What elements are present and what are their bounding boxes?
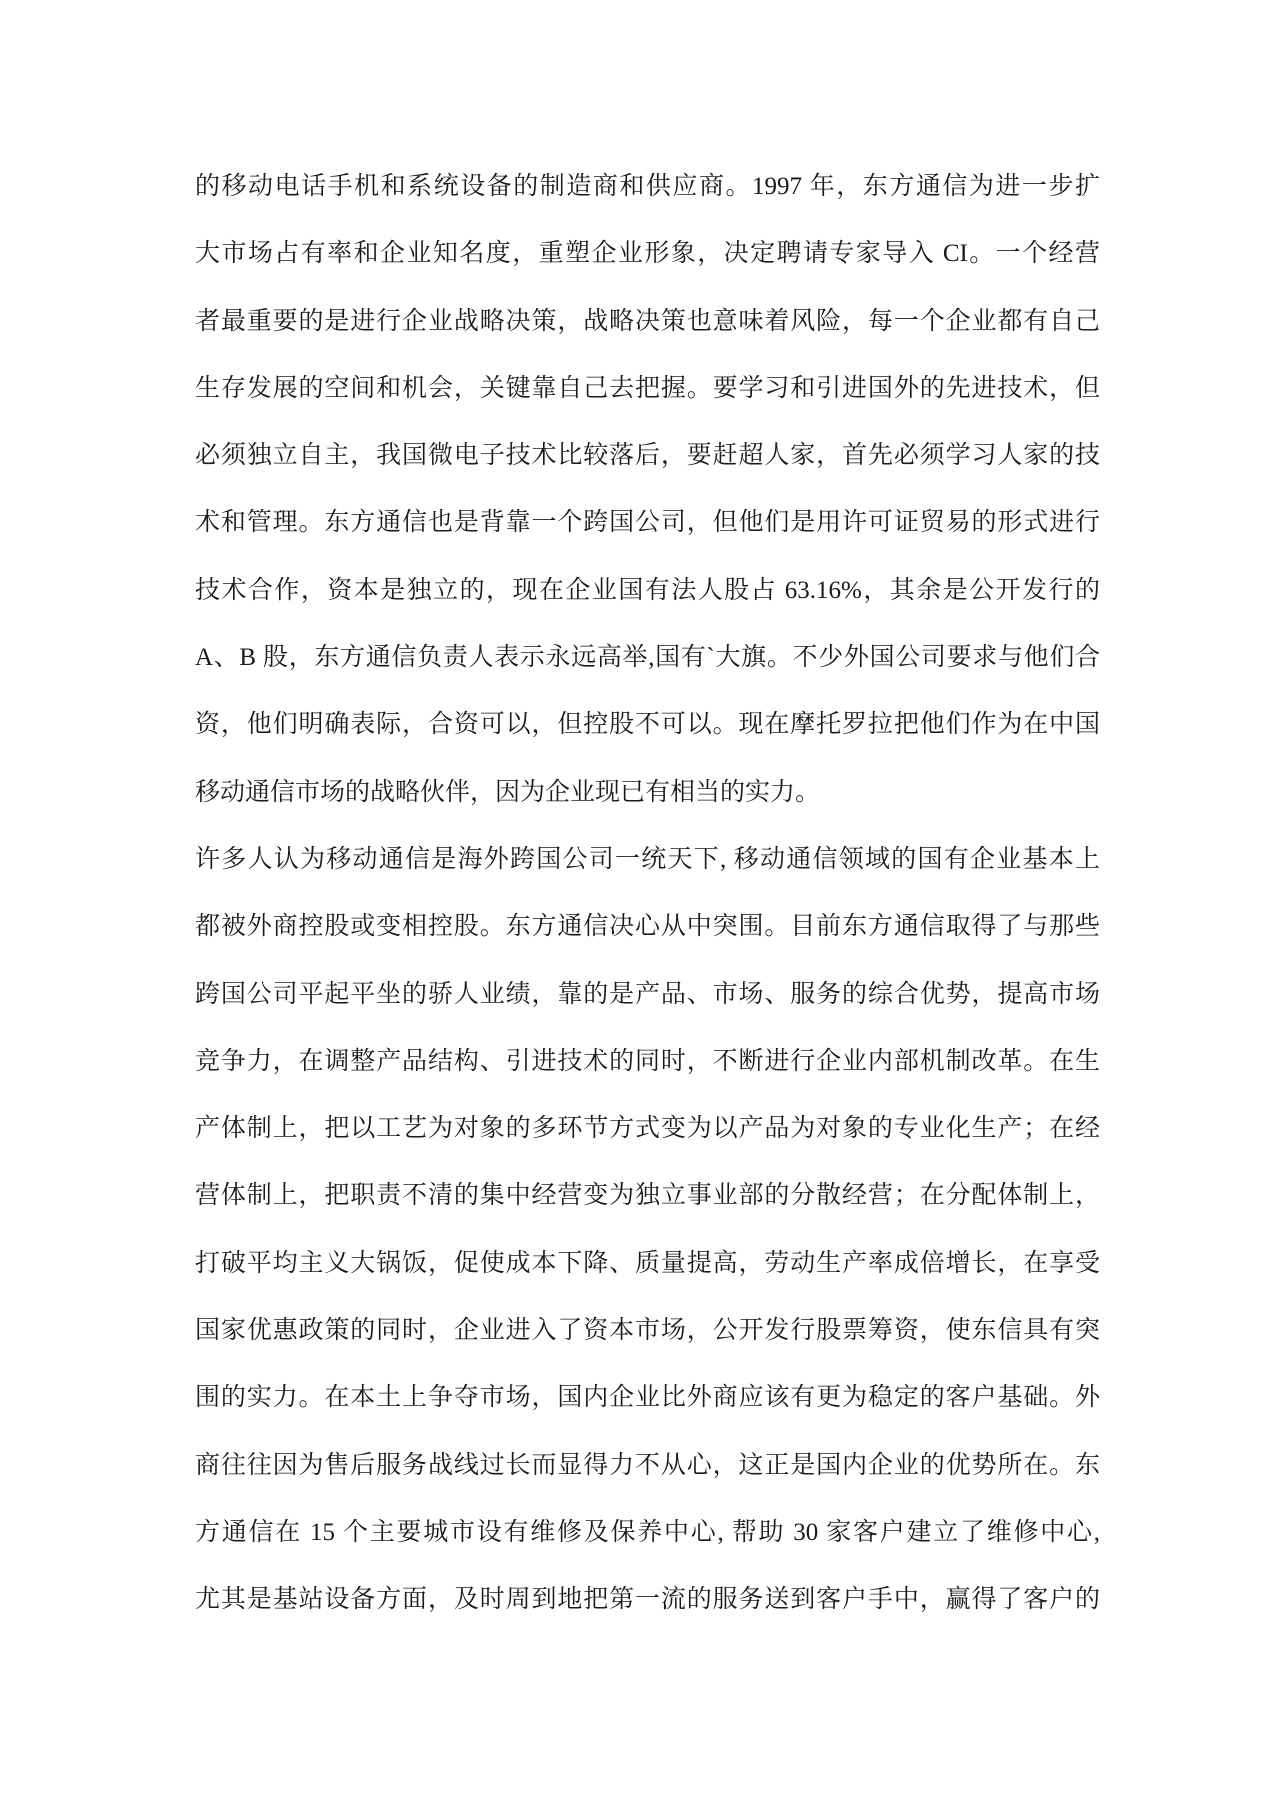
text-line: 都被外商控股或变相控股。东方通信决心从中突围。目前东方通信取得了与那些 [195, 913, 1100, 941]
text-line: 竞争力，在调整产品结构、引进技术的同时，不断进行企业内部机制改革。在生 [195, 1047, 1100, 1075]
text-line: 的移动电话手机和系统设备的制造商和供应商。1997 年，东方通信为进一步扩 [195, 173, 1100, 200]
text-line: 国家优惠政策的同时，企业进入了资本市场，公开发行股票筹资，使东信具有突 [195, 1317, 1100, 1345]
text-line: 大市场占有率和企业知名度，重塑企业形象，决定聘请专家导入 CI。一个经营 [195, 240, 1100, 268]
text-line: 生存发展的空间和机会，关键靠自己去把握。要学习和引进国外的先进技术，但 [195, 374, 1100, 402]
text-line: 商往往因为售后服务战线过长而显得力不从心，这正是国内企业的优势所在。东 [195, 1451, 1100, 1479]
text-line: 围的实力。在本土上争夺市场，国内企业比外商应该有更为稳定的客户基础。外 [195, 1384, 1100, 1412]
text-line: 必须独立自主，我国微电子技术比较落后，要赶超人家，首先必须学习人家的技 [195, 442, 1100, 470]
body-text [195, 153, 1100, 1634]
text-line: A、B 股，东方通信负责人表示永远高举,国有`大旗。不少外国公司要求与他们合 [195, 644, 1100, 672]
text-line: 跨国公司平起平坐的骄人业绩，靠的是产品、市场、服务的综合优势，提高市场 [195, 980, 1100, 1008]
text-line: 技术合作，资本是独立的，现在企业国有法人股占 63.16%，其余是公开发行的 [195, 576, 1100, 604]
text-line: 许多人认为移动通信是海外跨国公司一统天下, 移动通信领域的国有企业基本上 [195, 845, 1100, 873]
text-line: 营体制上，把职责不清的集中经营变为独立事业部的分散经营；在分配体制上， [195, 1182, 1100, 1210]
text-line: 产体制上，把以工艺为对象的多环节方式变为以产品为对象的专业化生产；在经 [195, 1115, 1100, 1143]
text-line: 尤其是基站设备方面，及时周到地把第一流的服务送到客户手中，赢得了客户的 [195, 1586, 1100, 1614]
text-line: 术和管理。东方通信也是背靠一个跨国公司，但他们是用许可证贸易的形式进行 [195, 509, 1100, 537]
text-line: 移动通信市场的战略伙伴，因为企业现已有相当的实力。 [195, 778, 821, 806]
text-line: 打破平均主义大锅饭，促使成本下降、质量提高，劳动生产率成倍增长，在享受 [195, 1249, 1100, 1277]
text-line: 方通信在 15 个主要城市设有维修及保养中心, 帮助 30 家客户建立了维修中心, [195, 1518, 1100, 1546]
text-line: 资，他们明确表际，合资可以，但控股不可以。现在摩托罗拉把他们作为在中国 [195, 711, 1100, 739]
text-line: 者最重要的是进行企业战略决策，战略决策也意味着风险，每一个企业都有自己 [195, 307, 1100, 335]
